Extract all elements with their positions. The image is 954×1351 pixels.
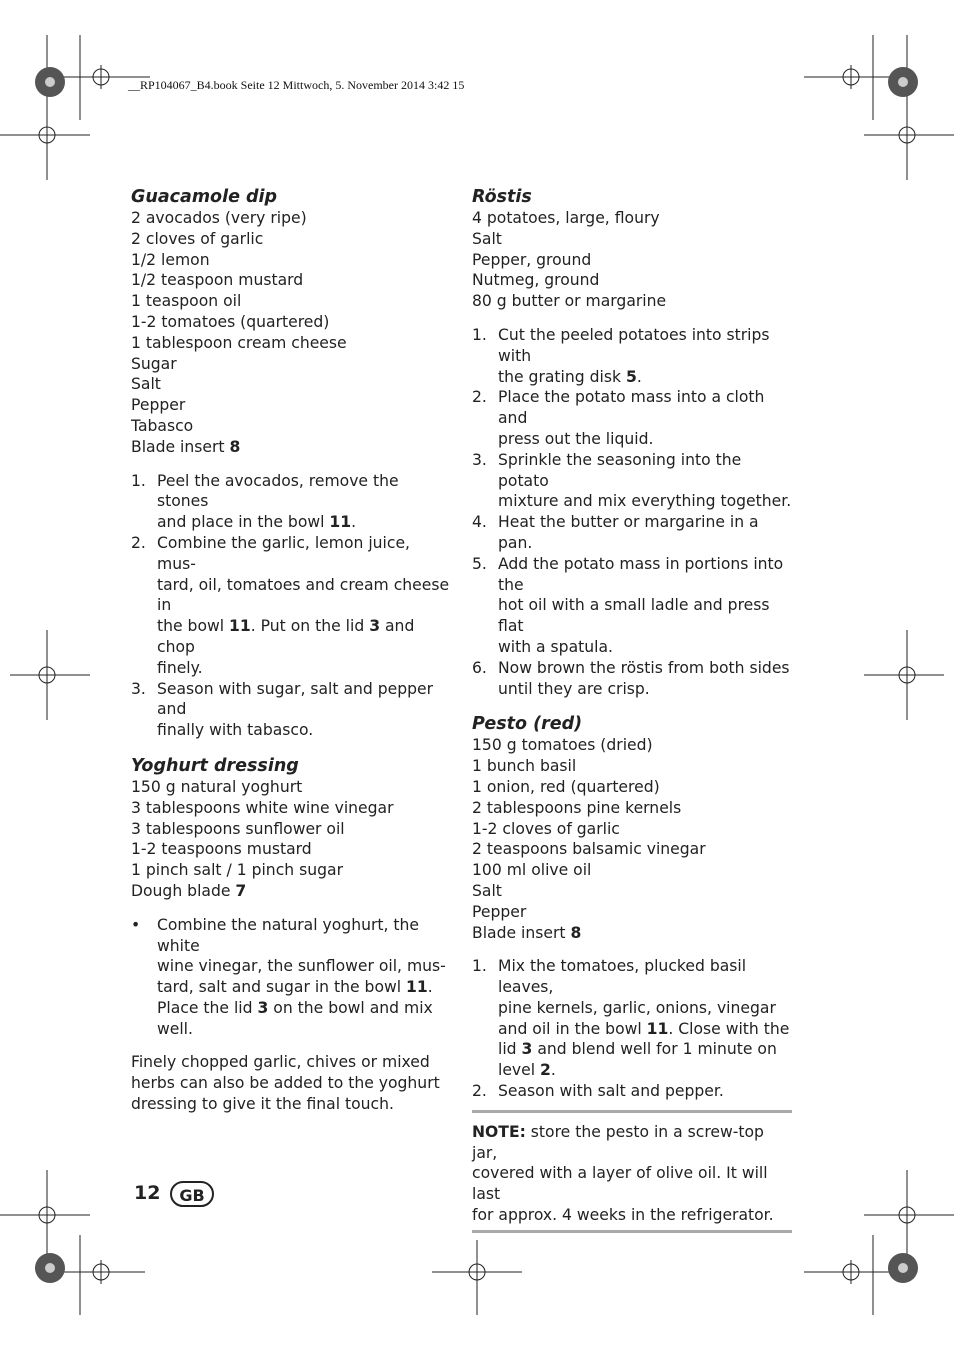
ingredient: 1/2 teaspoon mustard xyxy=(131,271,304,290)
page-number: 12 xyxy=(134,1182,161,1204)
steps-yoghurt xyxy=(131,915,451,1040)
step-number: 2. xyxy=(131,533,146,552)
ingredient-text: Blade insert xyxy=(131,437,230,456)
step: 2. Combine the garlic, lemon juice, mus- tard, oil, tomatoes and cream cheese in the bowl 11. Put on the lid 3 and chop finely. xyxy=(131,533,450,677)
step-number: 1. xyxy=(472,957,487,976)
ingredients-yoghurt xyxy=(131,777,451,902)
note-label: NOTE: xyxy=(472,1122,526,1141)
step: 6. Now brown the röstis from both sides until they are crisp. xyxy=(472,658,790,698)
step-number: 3. xyxy=(472,450,487,469)
ingredient: 1-2 teaspoons mustard xyxy=(131,840,312,859)
step-number: 4. xyxy=(472,513,487,532)
ingredient: 1/2 lemon xyxy=(131,250,210,269)
ingredient: 2 cloves of garlic xyxy=(131,229,264,248)
part-number: 8 xyxy=(229,437,241,456)
step: 2. Place the potato mass into a cloth and press out the liquid. xyxy=(472,388,765,448)
step: 3. Sprinkle the seasoning into the potato mixture and mix everything together. xyxy=(472,450,792,511)
ingredient-text: Blade insert xyxy=(472,923,571,942)
ingredient: Pepper xyxy=(131,396,186,415)
ingredient: 80 g butter or margarine xyxy=(472,292,667,311)
ingredient: 1 onion, red (quartered) xyxy=(472,777,660,796)
step: 4. Heat the butter or margarine in a pan. xyxy=(472,513,759,552)
ingredient: Nutmeg, ground xyxy=(472,271,600,290)
step-number: 1. xyxy=(131,471,146,490)
file-header: __RP104067_B4.book Seite 12 Mittwoch, 5. November 2014 3:42 15 xyxy=(128,78,465,92)
step: 5. Add the potato mass in portions into the hot oil with a small ladle and press flat with a spatula. xyxy=(472,554,784,656)
ingredient: 1 tablespoon cream cheese xyxy=(131,333,347,352)
ingredient: 150 g natural yoghurt xyxy=(131,777,303,796)
ingredient: Sugar xyxy=(131,354,177,373)
ingredient: 3 tablespoons sunflower oil xyxy=(131,819,345,838)
note-box: NOTE: store the pesto in a screw-top jar, covered with a layer of olive oil. It will last for approx. 4 weeks in the refrigerator. xyxy=(472,1110,792,1233)
ingredient: 1 teaspoon oil xyxy=(131,292,242,311)
tip-paragraph: Finely chopped garlic, chives or mixed herbs can also be added to the yoghurt dressing to give it the final touch. xyxy=(131,1053,440,1114)
ingredient: 3 tablespoons white wine vinegar xyxy=(131,798,394,817)
steps-pesto xyxy=(472,956,792,1102)
ingredients-guacamole xyxy=(131,208,451,458)
ingredient: Salt xyxy=(131,375,161,394)
ingredient: Pepper, ground xyxy=(472,250,592,269)
step-number: 1. xyxy=(472,325,487,344)
ingredient: 4 potatoes, large, floury xyxy=(472,209,660,227)
ingredient: 2 avocados (very ripe) xyxy=(131,209,307,227)
ingredients-rostis xyxy=(472,208,792,312)
ingredient: 1-2 tomatoes (quartered) xyxy=(131,312,330,331)
ingredient-text: Dough blade xyxy=(131,881,236,900)
bullet-step: • Combine the natural yoghurt, the white wine vinegar, the sunflower oil, mus- tard, salt and sugar in the bowl 11. Place the lid 3 on the bowl and mix well. xyxy=(131,915,446,1038)
ingredient: Pepper xyxy=(472,902,527,921)
ingredient: 150 g tomatoes (dried) xyxy=(472,736,653,755)
ingredient xyxy=(472,923,792,944)
step: 3. Season with sugar, salt and pepper and finally with tabasco. xyxy=(131,679,434,740)
recipe-title-pesto: Pesto (red) xyxy=(472,714,583,735)
recipe-title-yoghurt: Yoghurt dressing xyxy=(131,755,299,776)
part-number: 7 xyxy=(235,881,247,900)
step-number: 5. xyxy=(472,554,487,573)
steps-rostis xyxy=(472,325,792,699)
ingredient: 1-2 cloves of garlic xyxy=(472,819,620,838)
step-number: 2. xyxy=(472,388,487,407)
step-number: 2. xyxy=(472,1082,487,1101)
step-number: 3. xyxy=(131,679,146,698)
ingredient xyxy=(131,437,451,458)
ingredient: Tabasco xyxy=(131,416,194,435)
step: 1. Mix the tomatoes, plucked basil leaves, pine kernels, garlic, onions, vinegar and oil in the bowl 11. Close with the lid 3 and blend well for 1 minute on level 2. xyxy=(472,957,790,1080)
ingredient: 1 bunch basil xyxy=(472,757,577,776)
left-column xyxy=(131,186,451,1115)
recipe-title-guacamole: Guacamole dip xyxy=(131,187,278,207)
bullet-icon: • xyxy=(131,915,141,934)
step: 1. Peel the avocados, remove the stones and place in the bowl 11. xyxy=(131,471,399,532)
ingredients-pesto xyxy=(472,735,792,943)
part-number: 8 xyxy=(570,923,582,942)
ingredient xyxy=(131,881,451,902)
ingredient: 1 pinch salt / 1 pinch sugar xyxy=(131,861,343,880)
right-column xyxy=(472,186,792,1233)
recipe-title-rostis: Röstis xyxy=(472,187,532,207)
ingredient: 2 teaspoons balsamic vinegar xyxy=(472,840,706,859)
language-badge: GB xyxy=(170,1181,214,1207)
steps-guacamole xyxy=(131,471,451,741)
ingredient: Salt xyxy=(472,229,502,248)
step: 2. Season with salt and pepper. xyxy=(472,1082,724,1101)
ingredient: 100 ml olive oil xyxy=(472,861,592,880)
ingredient: Salt xyxy=(472,881,502,900)
step: 1. Cut the peeled potatoes into strips with the grating disk 5. xyxy=(472,325,770,386)
ingredient: 2 tablespoons pine kernels xyxy=(472,798,682,817)
step-number: 6. xyxy=(472,658,487,677)
